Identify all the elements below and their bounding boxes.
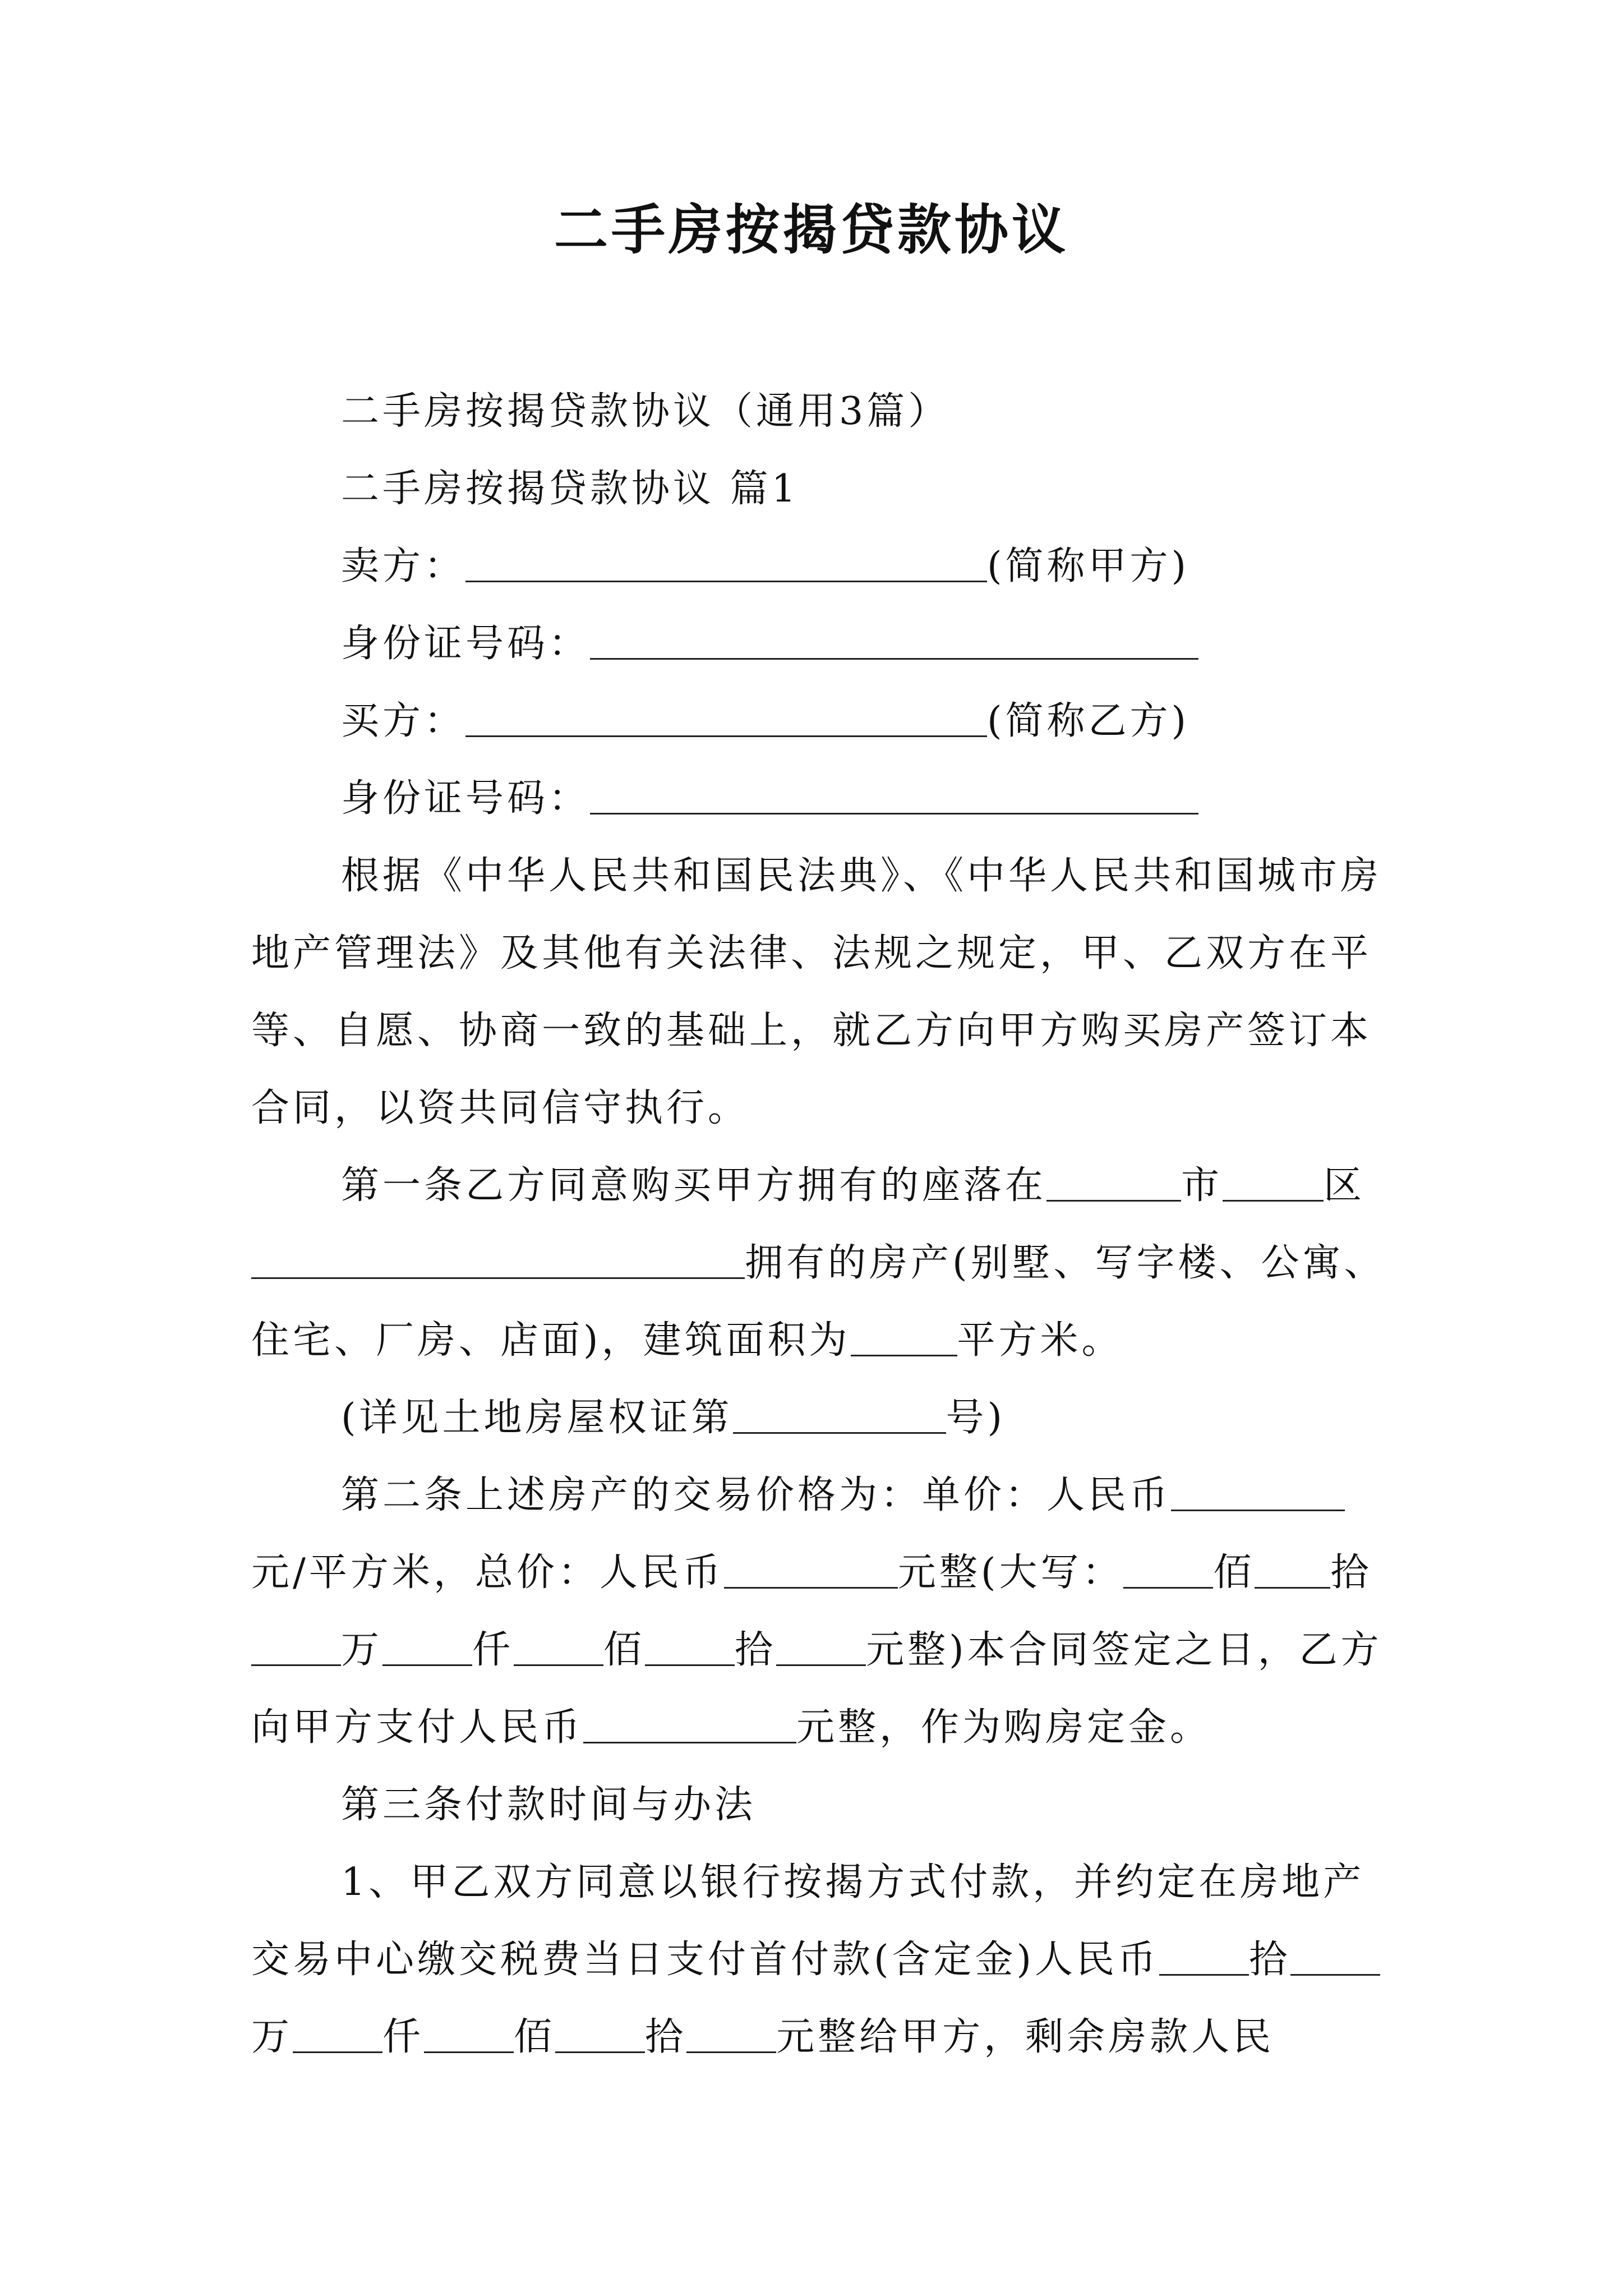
words-5[interactable] — [514, 1631, 603, 1666]
words-7[interactable] — [776, 1631, 866, 1666]
seller-blank[interactable] — [465, 547, 987, 582]
down-shi-1: 拾 — [1249, 1938, 1291, 1982]
preamble-paragraph: 根据《中华人民共和国民法典》、《中华人民共和国城市房地产管理法》及其他有关法律、法规之规定，甲、乙双方在平等、自愿、协商一致的基础上，就乙方向甲方购买房产签订本合同，以资共同信守执行。 — [251, 854, 1382, 1130]
city-blank[interactable] — [1046, 1166, 1181, 1202]
seller-id-row — [251, 605, 1395, 683]
article-3-text: 1、甲乙双方同意以银行按揭方式付款，并约定在房地产交易中心缴交税费当日支付首付款(含定金)人民币 — [251, 1860, 1365, 1982]
deposit-blank[interactable] — [583, 1708, 796, 1743]
area-blank[interactable] — [851, 1321, 957, 1356]
buyer-id-row — [251, 760, 1395, 838]
buyer-id-blank[interactable] — [590, 779, 1198, 815]
down-4[interactable] — [424, 2018, 514, 2053]
bai-1: 佰 — [1213, 1550, 1255, 1595]
article-2-text: 第二条上述房产的交易价格为：单价：人民币 — [341, 1473, 1172, 1517]
district-prefix-blank[interactable] — [1223, 1166, 1324, 1202]
article-1 — [251, 1147, 1395, 1379]
words-2[interactable] — [1255, 1553, 1330, 1589]
article-1-unit: 平方米。 — [957, 1318, 1123, 1363]
down-wan: 万 — [251, 2015, 293, 2059]
certificate-suffix: 号) — [946, 1396, 1006, 1440]
document-subtitle: 二手房按揭贷款协议（通用3篇） — [341, 389, 950, 434]
article-2-deposit: 元整)本合同签定之日，乙方向甲方支付人民币 — [251, 1628, 1382, 1750]
article-1-text: 第一条乙方同意购买甲方拥有的座落在 — [341, 1163, 1047, 1208]
certificate-blank[interactable] — [733, 1398, 946, 1434]
buyer-id-label: 身份证号码： — [341, 776, 591, 821]
unit-price-blank[interactable] — [1171, 1476, 1345, 1511]
buyer-row — [251, 683, 1395, 760]
article-1-district: 区 — [1324, 1163, 1366, 1208]
article-3-end: 元整给甲方，剩余房款人民 — [776, 2015, 1275, 2059]
seller-suffix: (简称甲方) — [987, 544, 1190, 588]
down-6[interactable] — [686, 2018, 776, 2053]
article-2-end: 元整，作为购房定金。 — [796, 1705, 1212, 1750]
document-title: 二手房按揭贷款协议 — [554, 198, 1069, 261]
document-body — [251, 373, 1395, 2076]
certificate-text: (详见土地房屋权证第 — [341, 1396, 733, 1440]
article-1-property: 拥有的房产(别墅、写字楼、公寓、住宅、厂房、店面)，建筑面积为 — [251, 1241, 1386, 1363]
article-2 — [251, 1457, 1395, 1766]
down-3[interactable] — [293, 2018, 382, 2053]
wan-1: 万 — [341, 1628, 383, 1672]
address-blank[interactable] — [251, 1244, 745, 1279]
article-2-words-label: 元整(大写： — [897, 1550, 1124, 1595]
article-3-item-1 — [251, 1844, 1395, 2076]
article-3-heading: 第三条付款时间与办法 — [341, 1783, 757, 1827]
section-heading: 二手房按揭贷款协议 篇1 — [341, 467, 799, 511]
down-qian: 仟 — [382, 2015, 425, 2059]
buyer-suffix: (简称乙方) — [987, 699, 1190, 743]
shi-1: 拾 — [1330, 1550, 1372, 1595]
words-4[interactable] — [382, 1631, 472, 1666]
total-price-blank[interactable] — [724, 1553, 898, 1589]
seller-id-label: 身份证号码： — [341, 622, 591, 666]
qian-1: 仟 — [472, 1628, 514, 1672]
article-1-city: 市 — [1181, 1163, 1223, 1208]
seller-id-blank[interactable] — [590, 624, 1198, 660]
seller-row — [251, 528, 1395, 605]
down-bai: 佰 — [514, 2015, 556, 2059]
article-1-note — [251, 1379, 1395, 1457]
shi-2: 拾 — [735, 1628, 777, 1672]
down-shi-2: 拾 — [645, 2015, 687, 2059]
words-1[interactable] — [1123, 1553, 1213, 1589]
buyer-label: 买方： — [341, 699, 466, 743]
seller-label: 卖方： — [341, 544, 466, 588]
down-1[interactable] — [1159, 1940, 1249, 1976]
words-6[interactable] — [645, 1631, 735, 1666]
down-2[interactable] — [1290, 1940, 1380, 1976]
bai-2: 佰 — [603, 1628, 645, 1672]
words-3[interactable] — [251, 1631, 341, 1666]
down-5[interactable] — [555, 2018, 645, 2053]
article-2-total-label: 元/平方米，总价：人民币 — [251, 1550, 724, 1595]
buyer-blank[interactable] — [465, 702, 987, 737]
